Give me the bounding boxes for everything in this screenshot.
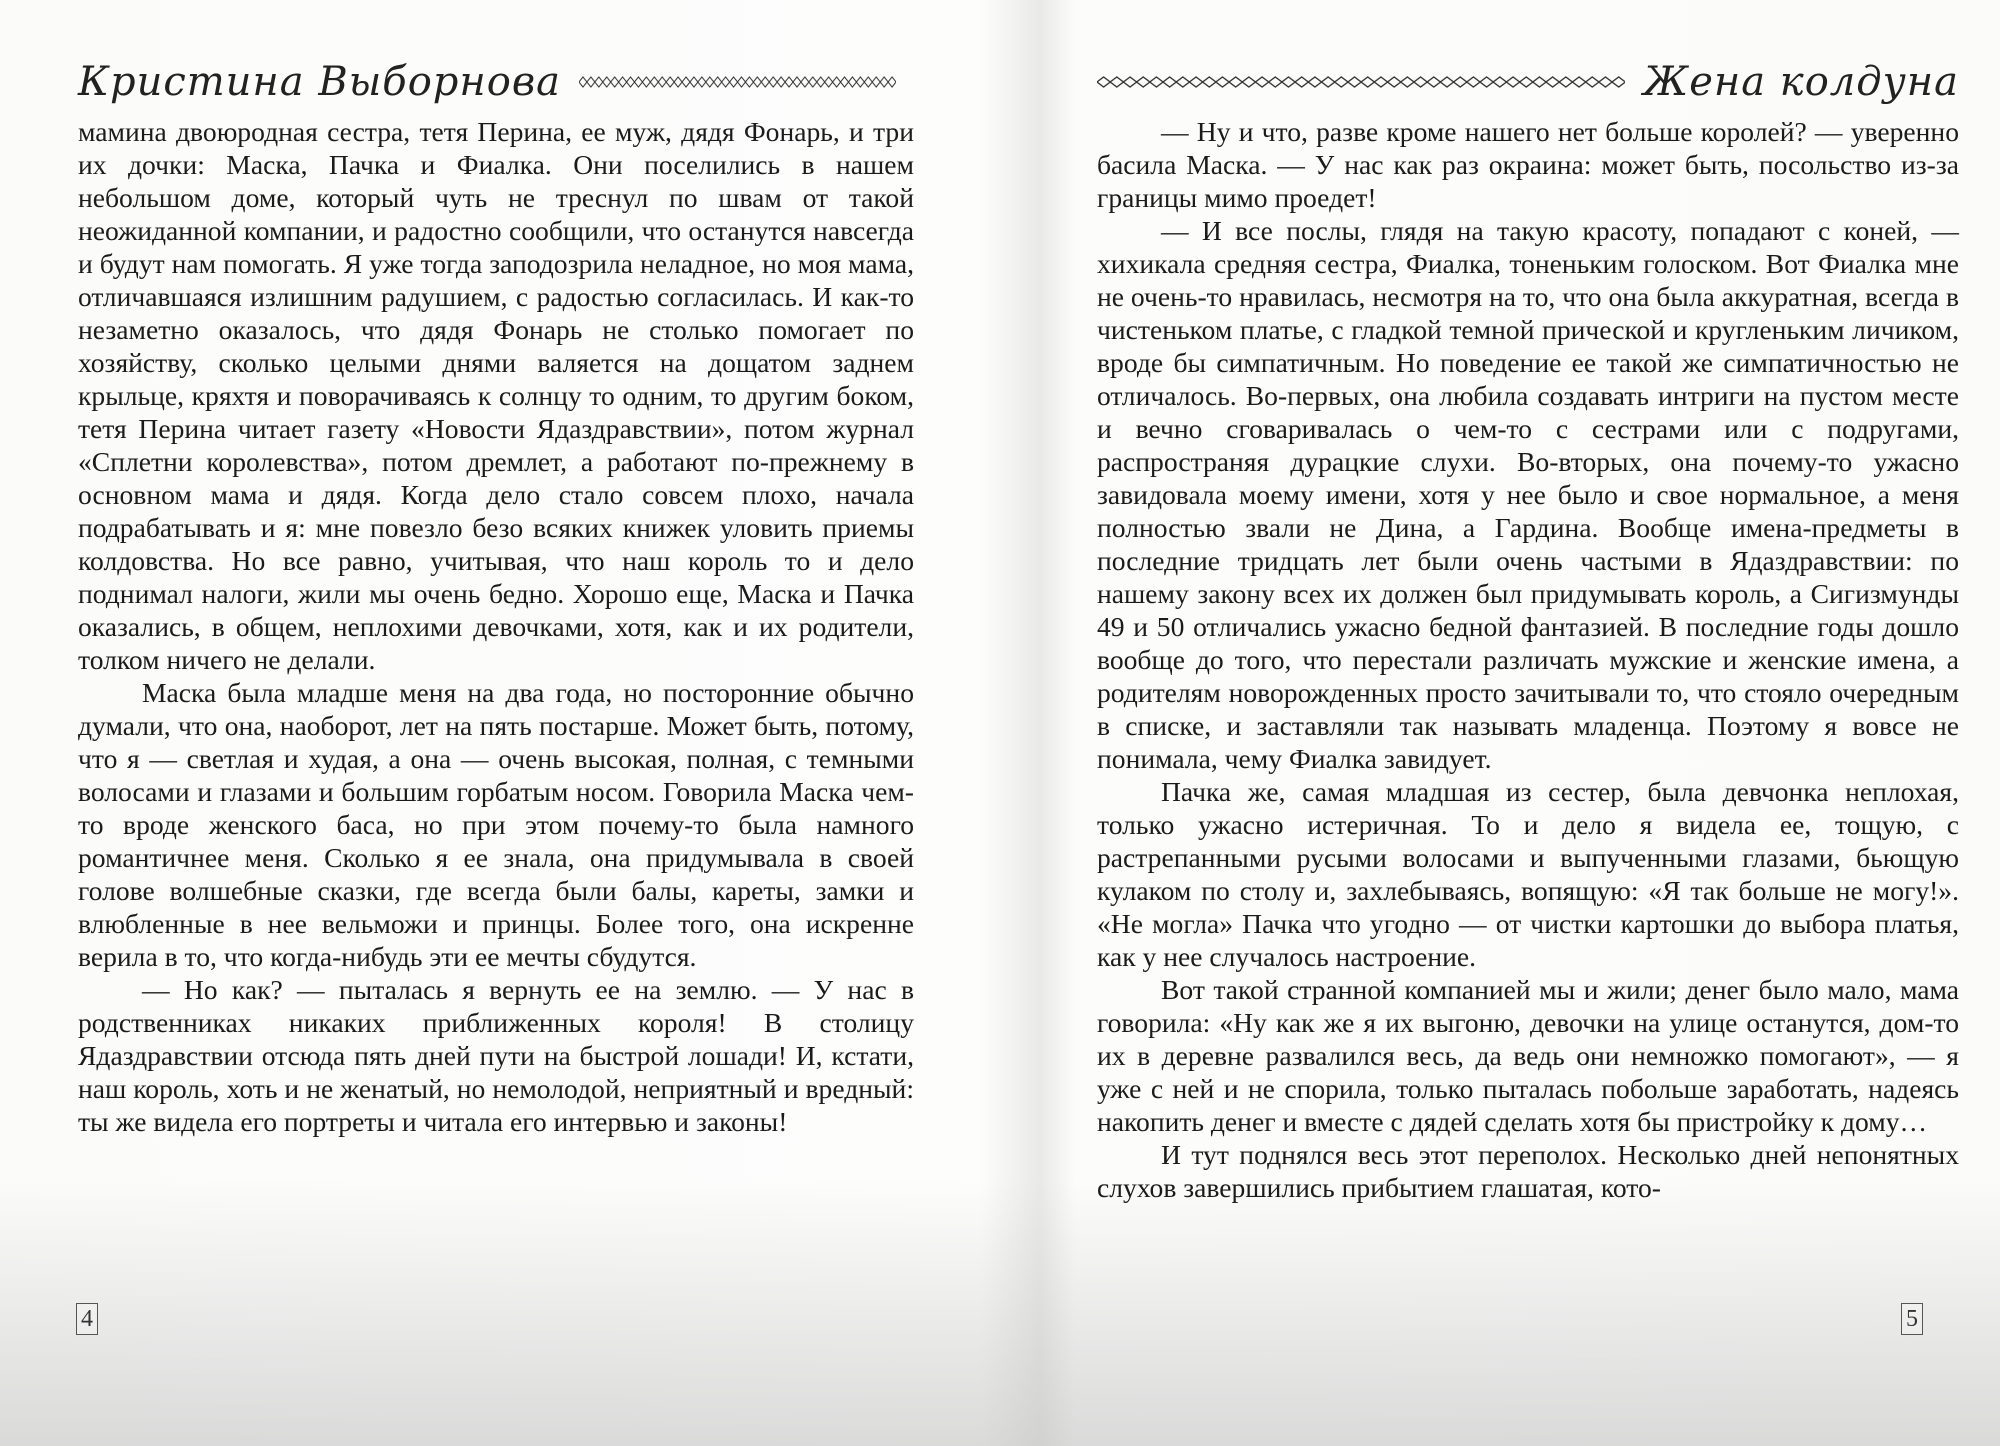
book-title-header: Жена колдуна — [1643, 59, 1959, 105]
page-number: 4 — [76, 1303, 98, 1335]
right-page — [1050, 0, 2000, 1446]
paragraph: мамина двоюродная сестра, тетя Перина, ее муж, дядя Фонарь, и три их дочки: Маска, Пачка и Фиалка. Они поселились в нашем небольшом доме, который чуть не треснул по швам от такой неожиданной компании, и радостно сообщили, что останутся навсегда и будут нам помогать. Я уже тогда заподозрила неладное, но моя мама, отличавшаяся излишним радушием, с радостью согласилась. И как-то незаметно оказалось, что дядя Фонарь не столько помогает по хозяйству, сколько целыми днями валяется на дощатом заднем крыльце, кряхтя и поворачиваясь к солнцу то одним, то другим боком, тетя Перина читает газету «Новости Ядаздравствии», потом журнал «Сплетни королевства», потом дремлет, а работают по-прежнему в основном мама и дядя. Когда дело стало совсем плохо, начала подрабатывать и я: мне повезло безо всяких книжек уловить приемы колдовства. Но все равно, учитывая, что наш король то и дело поднимал налоги, жили мы очень бедно. Хорошо еще, Маска и Пачка оказались, в общем, неплохими девочками, хотя, как и их родители, толком ничего не делали. — [78, 116, 914, 675]
paragraph: Вот такой странной компанией мы и жили; денег было мало, мама говорила: «Ну как же я их выгоню, девочки на улице останутся, дом-то их в деревне развалился весь, да ведь они немножко помогают», — я уже с ней и не спорила, только пыталась побольше заработать, надеясь накопить денег и вместе с дядей сделать хотя бы пристройку к дому… — [1097, 974, 1959, 1137]
page-number: 5 — [1901, 1303, 1923, 1335]
left-page-header — [78, 52, 914, 112]
paragraph: И тут поднялся весь этот переполох. Несколько дней непонятных слухов завершились прибытием глашатая, кото- — [1097, 1139, 1959, 1203]
left-page-body — [78, 115, 914, 1138]
paragraph: — Ну и что, разве кроме нашего нет больше королей? — уверенно басила Маска. — У нас как раз окраина: может быть, посольство из-за границы мимо проедет! — [1097, 116, 1959, 213]
header-ornament-divider — [1097, 75, 1625, 89]
header-ornament-divider — [579, 75, 896, 89]
paragraph: Маска была младше меня на два года, но посторонние обычно думали, что она, наоборот, лет на пять постарше. Может быть, потому, что я — светлая и худая, а она — очень высокая, полная, с темными волосами и глазами и большим горбатым носом. Говорила Маска чем-то вроде женского баса, но при этом почему-то была намного романтичнее меня. Сколько я ее знала, она придумывала в своей голове волшебные сказки, где всегда были балы, кареты, замки и влюбленные в нее вельможи и принцы. Более того, она искренне верила в то, что когда-нибудь эти ее мечты сбудутся. — [78, 677, 914, 972]
paragraph: — И все послы, глядя на такую красоту, попадают с коней, — хихикала средняя сестра, Фиалка, тоненьким голоском. Вот Фиалка мне не очень-то нравилась, несмотря на то, что она была аккуратная, всегда в чистеньком платье, с гладкой темной прической и кругленьким личиком, вроде бы симпатичным. Но поведение ее такой же симпатичностью не отличалось. Во-первых, она любила создавать интриги на пустом месте и вечно сговаривалась о чем-то с сестрами или с подругами, распространяя дурацкие слухи. Во-вторых, она почему-то ужасно завидовала моему имени, хотя у нее было и свое нормальное, а меня полностью звали не Дина, а Гардина. Вообще имена-предметы в последние тридцать лет были очень частыми в Ядаздравствии: по нашему закону всех их должен был придумывать король, а Сигизмунды 49 и 50 отличались ужасно бедной фантазией. В последние годы дошло вообще до того, что перестали различать мужские и женские имена, а родителям новорожденных просто зачитывали то, что стояло очередным в списке, и заставляли так называть младенца. Поэтому я вовсе не понимала, чему Фиалка завидует. — [1097, 215, 1959, 774]
paragraph: Пачка же, самая младшая из сестер, была девчонка неплохая, только ужасно истеричная. То и дело я видела ее, тощую, с растрепанными русыми волосами и выпученными глазами, бьющую кулаком по столу и, захлебываясь, вопящую: «Я так больше не могу!». «Не могла» Пачка что угодно — от чистки картошки до выбора платья, как у нее случалось настроение. — [1097, 776, 1959, 972]
right-page-body — [1097, 115, 1959, 1204]
paragraph: — Но как? — пыталась я вернуть ее на землю. — У нас в родственниках никаких приближенных короля! В столицу Ядаздравствии отсюда пять дней пути на быстрой лошади! И, кстати, наш король, хоть и не женатый, но немолодой, неприятный и вредный: ты же видела его портреты и читала его интервью и законы! — [78, 974, 914, 1137]
author-name-header: Кристина Выборнова — [78, 59, 561, 105]
right-page-header — [1097, 52, 1959, 112]
